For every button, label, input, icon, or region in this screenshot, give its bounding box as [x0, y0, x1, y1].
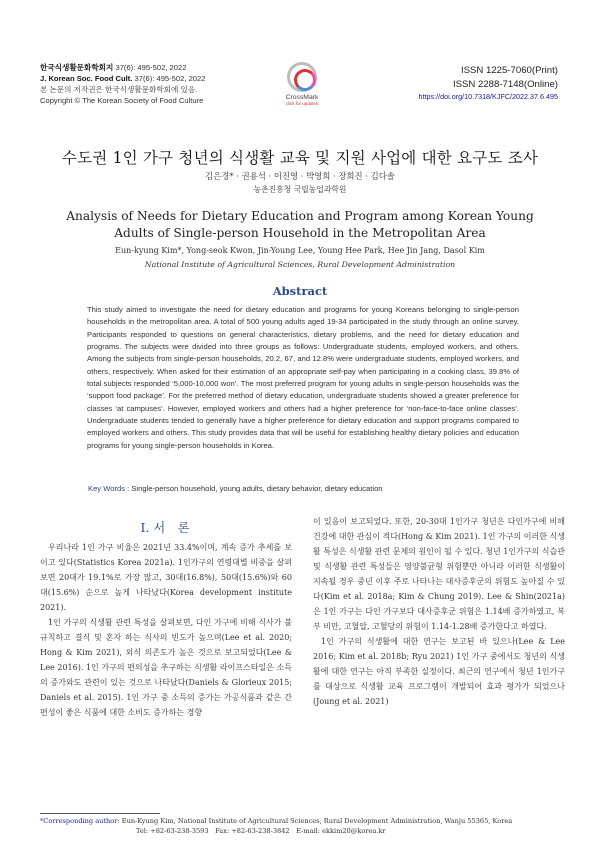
authors-ko: 김은경* · 권용석 · 이진영 · 박영희 · 장희진 · 김다솔 — [205, 171, 395, 181]
crossmark-icon — [287, 62, 317, 92]
keywords-list: Single-person household, young adults, dietary behavior, dietary education — [131, 484, 383, 493]
journal-cite-en: 37(6): 495-502, 2022 — [134, 74, 206, 83]
body-column-right — [313, 514, 565, 709]
paragraph: 이 있음이 보고되었다. 또한, 20-30대 1인가구 청년은 다인가구에 비해 건강에 대한 관심이 적다(Hong & Kim 2021). 1인 가구의 이러한 식생활 특성은 식생활 관련 문제의 원인이 될 수 있다. 청년 1인가구의 식습관 및 식생활 관련 특성들은 영양불균형 위험뿐만 아니라 이러한 식생활이 지속될 경우 중년 이후 주로 나타나는 대사증후군의 위험도 높아질 수 있다(Kim et al. 2018a; Kim & Chung 2019). Lee & Shin(2021a)은 1인 가구는 다인 가구보다 대사증후군 위험은 1.14배 증가하였고, 복부 비만, 고혈압, 고혈당의 위험이 1.14-1.28배 증가한다고 하였다. — [313, 517, 565, 631]
footnote-line1: Eun-Kyung Kim, National Institute of Agricultural Sciences, Rural Development Administration, Wanju 55365, Korea — [121, 817, 513, 825]
keywords — [88, 484, 383, 493]
corresponding-author-footnote — [40, 816, 560, 836]
abstract-text: This study aimed to investigate the need for dietary education and programs for young Koreans belonging to single-person households in the metropolitan area. A total of 500 young adults aged 19-34 participated in the study through an online survey. Participants responded to questions on general characteristics, dietary problems, and the need for dietary education and programs. The subjects were divided into three groups as follows: Undergraduate students, employed workers, and others. Among the subjects from single-person households, 20.2, 67, and 12.8% were undergraduate students, employed workers, and others, respectively. When asked for their estimation of an appropriate self-pay when participating in a cooking class, 39.8% of total subjects responded ‘5,000-10,000 won’. The most preferred program for young adults in single-person households was the ‘support food package’. For the preferred method of dietary education, undergraduate students showed a greater preference for classes ‘at campuses’. However, employed workers and others had a higher preference for ‘non-face-to-face online classes’. Undergraduate students tended to generally have a higher preference for dietary education and support programs compared to employed workers and others. This study provides data that will be useful for establishing healthy dietary policies and education programs for young single-person households in Korea. — [87, 305, 519, 450]
section-heading-introduction: Ⅰ. 서 론 — [140, 520, 190, 535]
journal-info — [40, 62, 205, 106]
title-en: Analysis of Needs for Dietary Education and Program among Korean Young Adults of Single-person Household in the Metropolitan Area — [66, 209, 534, 240]
issn-block — [419, 64, 558, 101]
footnote-label: *Corresponding author: — [40, 817, 120, 825]
journal-name-en: J. Korean Soc. Food Cult. — [40, 74, 133, 83]
crossmark-sub: click for updates — [285, 101, 319, 106]
title-ko: 수도권 1인 가구 청년의 식생활 교육 및 지원 사업에 대한 요구도 조사 — [61, 149, 539, 167]
paragraph: 1인 가구의 식생활에 대한 연구는 보고된 바 있으나(Lee & Lee 2016; Kim et al. 2018b; Ryu 2021) 1인 가구 중에서도 청년의 식생활에 대한 연구는 아직 부족한 실정이다. 최근의 연구에서 청년 1인가구를 대상으로 식생활 교육 프로그램이 개발되어 효과 평가가 되었으나(Joung et al. 2021) — [313, 637, 565, 706]
issn-online: ISSN 2288-7148(Online) — [452, 79, 558, 90]
copyright-ko: 본 논문의 저작권은 한국식생활문화학회에 있음. — [40, 85, 198, 94]
body-column-left — [40, 540, 292, 720]
journal-cite-ko: 37(6): 495-502, 2022 — [115, 63, 187, 72]
paragraph: 우리나라 1인 가구 비율은 2021년 33.4%이며, 계속 증가 추세를 보이고 있다(Statistics Korea 2021a). 1인가구의 연령대별 비중을 살펴보면 20대가 19.1%로 가장 많고, 30대(16.8%), 50대(15.6%)와 60대(15.6%) 순으로 높게 나타났다(Korea development institute 2021). — [40, 543, 292, 612]
authors-en: Eun-kyung Kim*, Yong-seok Kwon, Jin-Young Lee, Young Hee Park, Hee Jin Jang, Dasol Kim — [115, 246, 485, 255]
issn-print: ISSN 1225-7060(Print) — [460, 65, 558, 76]
journal-name-ko: 한국식생활문화학회지 — [40, 63, 114, 72]
paragraph: 1인 가구의 식생활 관련 특성을 살펴보면, 다인 가구에 비해 식사가 불규칙하고 결식 및 혼자 하는 식사의 빈도가 높으며(Lee et al. 2020; Hong & Kim 2021), 외식 의존도가 높은 것으로 보고되었다(Lee & Lee 2016). 1인 가구의 편의성을 추구하는 식생활 라이프스타일은 소득의 증가와도 관련이 있는 것으로 나타났다(Daniels & Glorieux 2015; Daniels et al. 2015). 1인 가구 중 소득의 증가는 가공식품과 같은 간편성이 좋은 식품에 대한 소비도 증가하는 경향 — [40, 618, 292, 717]
doi-link[interactable]: https://doi.org/10.7318/KJFC/2022.37.6.495 — [418, 92, 558, 101]
footnote-line2: Tel: +82-63-238-3593 Fax: +82-63-238-3842 E-mail: ekkim20@korea.kr — [136, 827, 386, 835]
keywords-label: Key Words : — [88, 484, 130, 493]
copyright-en: Copyright © The Korean Society of Food Culture — [40, 96, 204, 105]
crossmark-label: CrossMark — [285, 94, 319, 101]
abstract-heading: Abstract — [272, 284, 328, 298]
institution-en: National Institute of Agricultural Sciences, Rural Development Administration — [144, 260, 456, 269]
institution-ko: 농촌진흥청 국립농업과학원 — [253, 185, 347, 194]
footnote-divider — [40, 813, 160, 814]
crossmark-badge[interactable] — [272, 62, 332, 106]
